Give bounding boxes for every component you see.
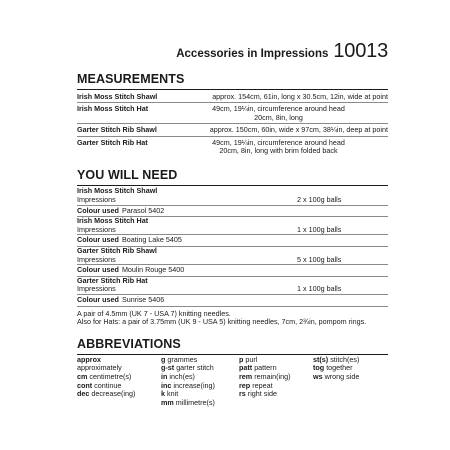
abbreviation-key: in [161, 371, 168, 381]
measurement-value: 49cm, 19¼in, circumference around head 20cm, 8in, long [212, 104, 345, 122]
abbreviation-meaning: garter stitch [176, 363, 214, 373]
abbreviation-meaning: pattern [254, 363, 277, 373]
abbreviation-key: st(s) [313, 354, 329, 364]
yarn-amount: 2 x 100g balls [297, 195, 342, 205]
abbreviation-column [239, 356, 313, 408]
material-item [77, 247, 388, 265]
measurements-heading: MEASUREMENTS [77, 72, 185, 86]
abbreviation-column [161, 356, 239, 408]
material-item [77, 277, 388, 295]
colour-used-label: Colour used [77, 294, 119, 304]
abbreviation-meaning: centimetre(s) [89, 371, 132, 381]
measurement-value: 49cm, 19¼in, circumference around head 20cm, 8in, long with brim folded back [212, 137, 345, 156]
yarn-name: Impressions [77, 284, 116, 294]
needles-note [77, 310, 388, 327]
abbreviation-column [77, 356, 161, 408]
abbreviation-entry [239, 390, 313, 399]
abbreviation-key: tog [313, 363, 325, 373]
abbreviation-meaning: together [326, 363, 353, 373]
abbreviation-key: g [161, 354, 166, 364]
abbreviation-key: approx [77, 354, 101, 364]
materials-list [77, 187, 388, 326]
yarn-name: Impressions [77, 254, 116, 264]
pattern-title: Accessories in Impressions [176, 48, 329, 60]
abbreviations-heading: ABBREVIATIONS [77, 336, 181, 351]
abbreviation-meaning: repeat [252, 380, 273, 390]
measurement-item-name: Irish Moss Stitch Hat [77, 104, 149, 114]
needles-line: Also for Hats: a pair of 3.75mm (UK 9 - USA 5) knitting needles, 7cm, 2¾in, pompom rings. [77, 317, 367, 327]
measurement-item-name: Irish Moss Stitch Shawl [77, 92, 158, 101]
colour-used-label: Colour used [77, 235, 119, 245]
abbreviation-meaning: remain(ing) [254, 371, 291, 381]
abbreviation-meaning: increase(ing) [173, 380, 215, 390]
abbreviation-key: rem [239, 371, 253, 381]
abbreviation-key: patt [239, 363, 253, 373]
material-item-name: Garter Stitch Rib Hat [77, 275, 148, 285]
colour-used-label: Colour used [77, 265, 119, 275]
material-item [77, 217, 388, 235]
yarn-name: Impressions [77, 195, 116, 205]
abbreviation-key: cont [77, 380, 93, 390]
measurement-value: approx. 150cm, 60in, wide x 97cm, 38¼in, deep at point [209, 125, 388, 135]
yarn-amount: 1 x 100g balls [297, 224, 342, 234]
abbreviation-key: rep [239, 380, 251, 390]
abbreviation-key: cm [77, 371, 88, 381]
abbreviations-table [77, 356, 388, 408]
measurement-item-name: Garter Stitch Rib Shawl [77, 125, 157, 135]
abbreviation-meaning: inch(es) [169, 371, 195, 381]
yarn-amount: 1 x 100g balls [297, 284, 342, 294]
abbreviation-key: k [161, 389, 165, 399]
measurement-item-name: Garter Stitch Rib Hat [77, 137, 148, 147]
abbreviation-meaning: wrong side [324, 371, 360, 381]
abbreviation-key: ws [313, 371, 323, 381]
measurements-table [77, 91, 388, 156]
abbreviation-meaning: stitch(es) [330, 354, 360, 364]
abbreviation-entry [313, 373, 388, 382]
colour-used-label: Colour used [77, 205, 119, 215]
colour-used-value: Sunrise 5406 [121, 294, 165, 304]
abbreviation-key: inc [161, 380, 172, 390]
colour-used-value: Moulin Rouge 5400 [121, 265, 185, 275]
abbreviation-entry [77, 390, 161, 399]
material-item [77, 187, 388, 205]
measurement-row [77, 91, 388, 103]
colour-used-value: Boating Lake 5405 [121, 235, 182, 245]
measurement-row [77, 137, 388, 157]
abbreviation-meaning: grammes [167, 354, 198, 364]
material-item-name: Garter Stitch Rib Shawl [77, 246, 157, 255]
abbreviation-meaning: purl [245, 354, 258, 364]
abbreviation-meaning: millimetre(s) [175, 397, 215, 407]
measurement-value: approx. 154cm, 61in, long x 30.5cm, 12in, wide at point [212, 92, 388, 101]
abbreviation-key: dec [77, 389, 90, 399]
abbreviation-key: p [239, 354, 244, 364]
abbreviation-meaning: continue [94, 380, 122, 390]
abbreviation-key: rs [239, 389, 246, 399]
abbreviation-key: mm [161, 397, 174, 407]
material-item-name: Irish Moss Stitch Shawl [77, 186, 158, 196]
abbreviation-meaning: right side [247, 389, 277, 399]
pattern-number: 10013 [333, 40, 388, 62]
abbreviation-meaning: decrease(ing) [91, 389, 136, 399]
yarn-amount: 5 x 100g balls [297, 254, 342, 264]
abbreviation-column [313, 356, 388, 408]
you-will-need-heading: YOU WILL NEED [77, 168, 178, 183]
abbreviation-key: g-st [161, 363, 175, 373]
measurement-row [77, 103, 388, 124]
material-item-name: Irish Moss Stitch Hat [77, 216, 149, 226]
colour-used-value: Parasol 5402 [121, 205, 165, 215]
measurement-row [77, 124, 388, 136]
abbreviation-entry [161, 399, 239, 408]
yarn-name: Impressions [77, 224, 116, 234]
section-divider [77, 89, 388, 90]
needles-line: A pair of 4.5mm (UK 7 - USA 7) knitting needles. [77, 308, 231, 318]
abbreviation-meaning: approximately [77, 363, 122, 373]
colour-used-row [77, 295, 388, 307]
abbreviation-meaning: knit [167, 389, 179, 399]
page-header [77, 40, 388, 64]
